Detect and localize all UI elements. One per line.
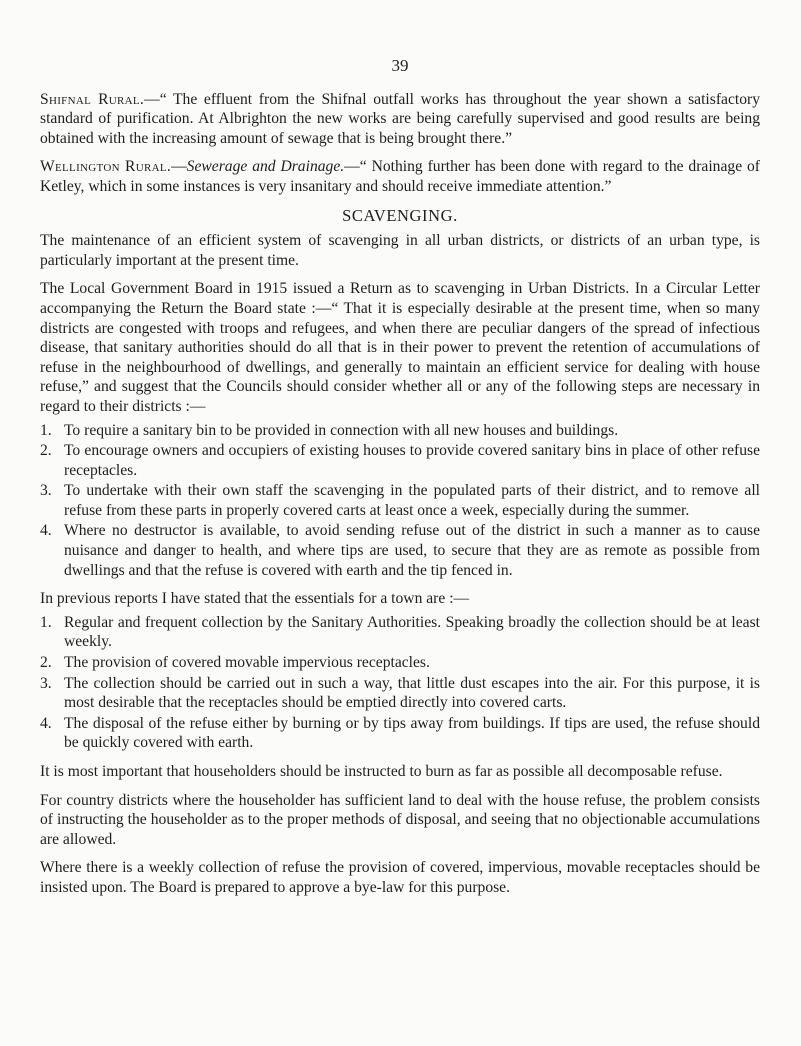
list-item bbox=[40, 481, 760, 520]
shifnal-paragraph bbox=[40, 90, 760, 149]
list-item-text: To encourage owners and occupiers of existing houses to provide covered sanitary bins in place of other refuse receptacles. bbox=[64, 442, 760, 479]
householders-paragraph: It is most important that householders should be instructed to burn as far as possible all decomposable refuse. bbox=[40, 763, 723, 780]
list-item bbox=[40, 714, 760, 753]
page-number: 39 bbox=[391, 56, 409, 75]
list-item bbox=[40, 441, 760, 480]
list-item-text: The provision of covered movable impervious receptacles. bbox=[64, 654, 430, 672]
essentials-list bbox=[40, 613, 760, 753]
previous-reports-paragraph: In previous reports I have stated that the essentials for a town are :— bbox=[40, 590, 470, 608]
list-item-number: 3. bbox=[40, 482, 52, 500]
list-item-number: 1. bbox=[40, 421, 52, 439]
wellington-paragraph bbox=[40, 157, 760, 196]
list-item bbox=[40, 421, 760, 441]
list-item-number: 4. bbox=[40, 522, 52, 540]
list-item bbox=[40, 653, 760, 673]
list-item-number: 2. bbox=[40, 442, 52, 460]
wellington-heading: Wellington Rural. bbox=[40, 158, 172, 176]
list-item-number: 1. bbox=[40, 613, 52, 631]
scavenging-intro: The maintenance of an efficient system of scavenging in all urban districts, or districts of an urban type, is particularly important at the present time. bbox=[40, 232, 760, 269]
list-item bbox=[40, 674, 760, 713]
list-item-text: To require a sanitary bin to be provided in connection with all new houses and buildings. bbox=[64, 421, 619, 439]
lgb-circular-paragraph: The Local Government Board in 1915 issued a Return as to scavenging in Urban Districts. In a Circular Letter accompanying the Return the Board state :—“ That it is especially desirable at the present time, when so many districts are congested with troops and refugees, and when there are peculiar dangers of the spread of infectious disease, that sanitary authorities should do all that is in their power to prevent the retention of accumulations of refuse in the neighbourhood of dwellings, and generally to maintain an efficient service for dealing with house refuse,” and suggest that the Councils should consider whether all or any of the following steps are necessary in regard to their districts :— bbox=[40, 280, 760, 415]
list-item bbox=[40, 613, 760, 652]
list-item-text: To undertake with their own staff the scavenging in the populated parts of their district, and to remove all refuse from these parts in properly covered carts at least once a week, especially during the summer. bbox=[64, 482, 760, 519]
list-item-number: 3. bbox=[40, 674, 52, 692]
shifnal-heading: Shifnal Rural. bbox=[40, 90, 145, 108]
list-item-number: 4. bbox=[40, 714, 52, 732]
steps-list bbox=[40, 421, 760, 581]
list-item-text: Where no destructor is available, to avoid sending refuse out of the district in such a manner as to cause nuisance and danger to health, and where tips are used, to secure that they are as remote as possible from dwellings and that the refuse is covered with earth and the tip fenced in. bbox=[64, 522, 760, 579]
country-districts-paragraph: For country districts where the householder has sufficient land to deal with the house refuse, the problem consists of instructing the householder as to the proper methods of disposal, and seeing that no objectionable accumulations are allowed. bbox=[40, 791, 760, 848]
weekly-collection-paragraph: Where there is a weekly collection of refuse the provision of covered, impervious, movable receptacles should be insisted upon. The Board is prepared to approve a bye-law for this purpose. bbox=[40, 859, 760, 896]
wellington-text: —“ Nothing further has been done with regard to the drainage of Ketley, which in some instances is very insanitary and should receive immediate attention.” bbox=[40, 158, 760, 195]
list-item-number: 2. bbox=[40, 654, 52, 672]
list-item-text: The collection should be carried out in such a way, that little dust escapes into the air. For this purpose, it is most desirable that the receptacles should be emptied directly into covered carts. bbox=[64, 674, 760, 712]
list-item-text: Regular and frequent collection by the Sanitary Authorities. Speaking broadly the collection should be at least weekly. bbox=[64, 613, 760, 651]
wellington-subheading: Sewerage and Drainage. bbox=[186, 158, 345, 176]
section-heading-scavenging: SCAVENGING. bbox=[342, 205, 458, 225]
list-item-text: The disposal of the refuse either by burning or by tips away from buildings. If tips are used, the refuse should be quickly covered with earth. bbox=[64, 714, 760, 752]
wellington-dash: — bbox=[171, 158, 187, 176]
document-page bbox=[40, 56, 760, 907]
list-item bbox=[40, 521, 760, 580]
shifnal-text: —“ The effluent from the Shifnal outfall works has throughout the year shown a satisfactory standard of purification. At Albrighton the new works are being carefully supervised and good results are being obtained with the increasing amount of sewage that is being brought there.” bbox=[40, 90, 760, 147]
